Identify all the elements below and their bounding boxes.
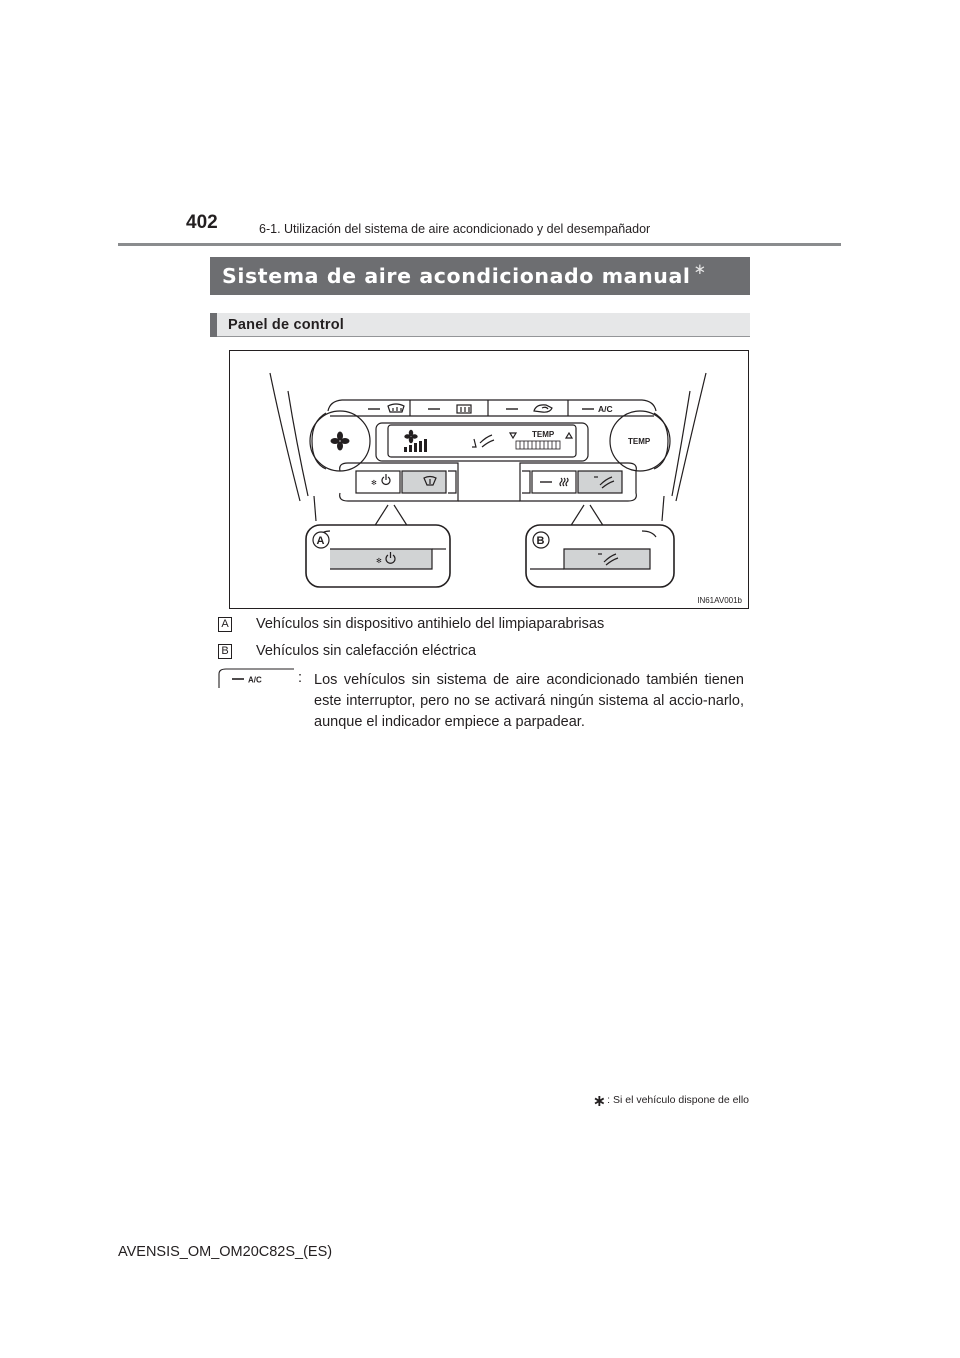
lower-right-button-1 [532,471,576,493]
right-knob-bezel [654,413,668,469]
figure-code: IN61AV001b [697,596,742,605]
dash-left-line-2 [288,391,308,496]
lower-right-button-2 [578,471,622,493]
subheader-accent [210,313,217,337]
power-icon [382,474,390,484]
fan-speed-knob [310,411,370,471]
subheader [210,313,750,337]
legend-item-b [218,641,476,661]
fan-small-icon: ✻ [371,480,377,487]
callout-a-pointer-left [374,505,388,527]
temp-knob-label: TEMP [628,437,651,446]
subheader-title: Panel de control [228,316,344,333]
legend-badge-a: A [218,617,232,632]
section-header: 6-1. Utilización del sistema de aire acondicionado y del desempañador [259,222,651,236]
title-bar [210,257,750,295]
footnote-text: : Si el vehículo dispone de ello [607,1094,749,1106]
dash-right-line [676,373,706,501]
temp-up-indicator [566,433,572,438]
rear-defog-icon [388,404,404,412]
ac-note-text: Los vehículos sin sistema de aire acondicionado también tienen este interruptor, pero no se activará ningún sistema al accio-narlo, aunque el indicador empiece a parpadear. [314,672,744,730]
callout-b-letter: B [536,535,545,547]
footnote [593,1088,749,1108]
temp-down-indicator [510,433,516,438]
callout-a-pointer-right [394,505,408,527]
lower-right-button-edge [522,471,530,493]
header-rule [118,243,841,246]
dash-left-stub [314,496,316,521]
lower-left-button-1 [356,471,400,493]
ac-button-label: A/C [598,404,613,414]
fan-level-bars [404,439,427,452]
control-panel-figure [229,350,749,609]
footnote-asterisk: ∗ [592,1093,607,1110]
legend-badge-b: B [218,644,232,659]
legend-text-a: Vehículos sin dispositivo antihielo del limpiaparabrisas [256,616,605,632]
temp-scale [516,441,560,449]
callout-b-pointer-right [590,505,604,527]
display-fan-icon [404,430,417,443]
ac-button-icon [218,668,294,690]
footer-code: AVENSIS_OM_OM20C82S_(ES) [118,1244,333,1260]
callout-a-fan-icon: ✻ [376,558,382,565]
lower-left-button-edge [448,471,456,493]
page-number: 402 [186,212,218,233]
fan-icon [331,432,350,451]
rear-window-defogger-icon [457,405,471,413]
title-asterisk: ∗ [693,261,707,278]
recirculation-icon [534,405,552,412]
legend-text-b: Vehículos sin calefacción eléctrica [256,643,477,659]
airflow-mode-icon [472,435,494,447]
left-knob-bezel [312,413,326,469]
lower-left-button-2 [402,471,446,493]
ac-icon-label: A/C [248,675,262,685]
control-panel-illustration [230,351,748,608]
callout-a-letter: A [316,535,325,547]
display-temp-label: TEMP [532,430,555,439]
callout-b-pointer-left [570,505,584,527]
seat-heater-icon [560,478,568,486]
dash-right-stub [662,496,664,521]
legend-item-a [218,614,604,634]
ac-note-colon: : [298,670,303,686]
page-title: Sistema de aire acondicionado manual [222,264,691,288]
